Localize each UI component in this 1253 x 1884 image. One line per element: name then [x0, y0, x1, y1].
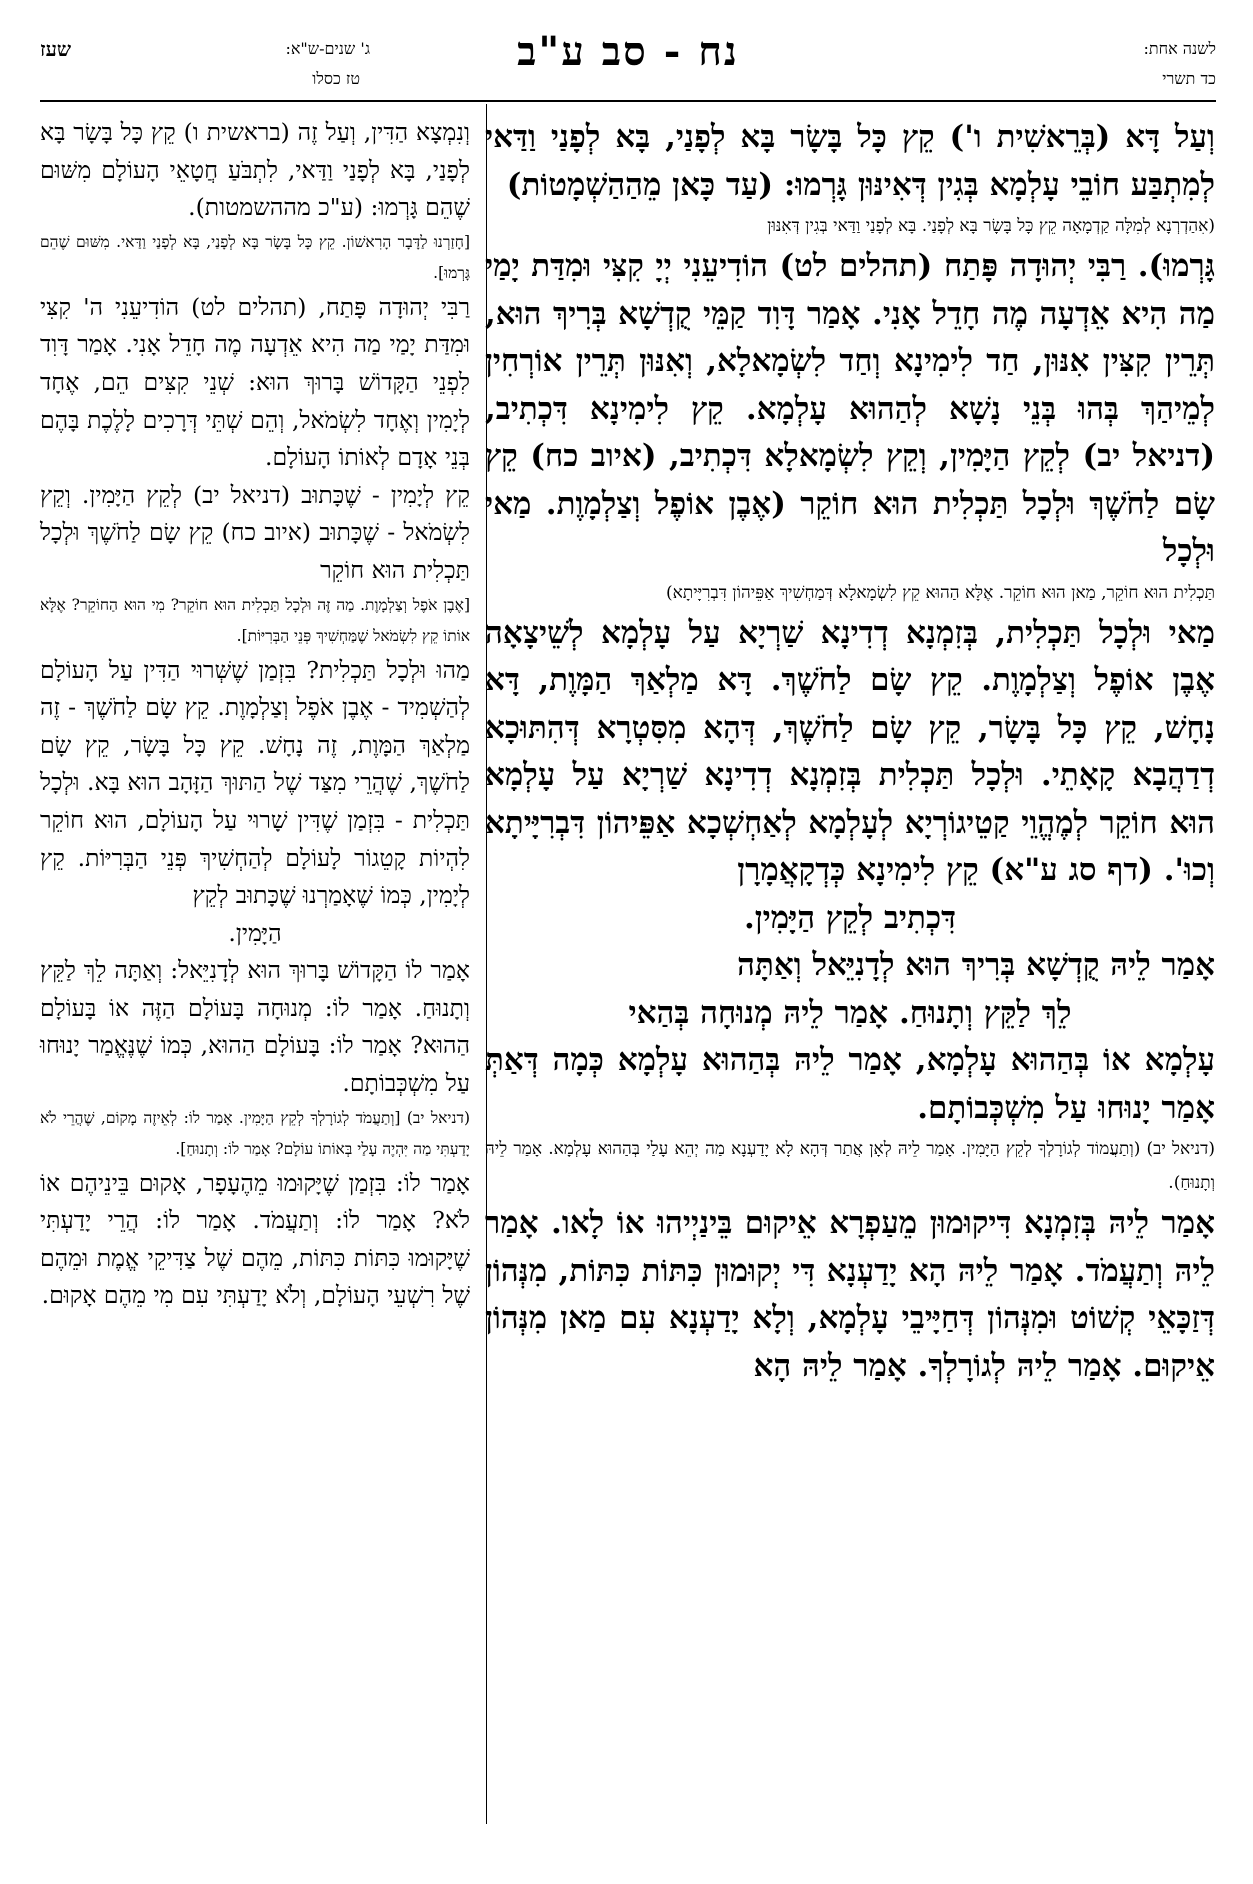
header-rule — [40, 100, 1216, 102]
commentary-paragraph: [אֶבֶן אֹפֶל וְצַלְמָוֶת. מַה זֶּה וּלְכָל תַּכְלִית הוּא חוֹקֵר? מִי הוּא הַחוֹקֵר? אֶלָּא אוֹתוֹ קֵץ לִשְׂמֹאל שֶׁמַּחְשִׁיךְ פְּנֵי הַבְּרִיּוֹת]. — [40, 595, 470, 645]
main-text-paragraph: (דניאל יב) (וְתַעֲמוֹד לְגוֹרָלְךָ לְקֵץ הַיָּמִין. אָמַר לֵיהּ לְאָן אֲתַר דְּהָא לָא יָדַעְנָא מַה יְהֵא עָלַי בְּהַהוּא עָלְמָא. אָמַר לֵיהּ וְתָנוּחַ). — [485, 1139, 1215, 1193]
commentary-paragraph: (דניאל יב) [וְתַעֲמֹד לְגוֹרָלְךָ לְקֵץ הַיָּמִין. אָמַר לוֹ: לְאֵיזֶה מָקוֹם, שֶׁהֲרֵי לֹא יָדַעְתִּי מַה יִּהְיֶה עָלַי בְּאוֹתוֹ עוֹלָם? אָמַר לוֹ: וְתָנוּחַ]. — [40, 1108, 470, 1158]
main-text-column — [485, 114, 1215, 1834]
commentary-paragraph: אָמַר לוֹ הַקָּדוֹשׁ בָּרוּךְ הוּא לְדָנִיֵּאל: וְאַתָּה לֵךְ לַקֵּץ וְתָנוּחַ. אָמַר לוֹ: מְנוּחָה בָּעוֹלָם הַזֶּה אוֹ בָּעוֹלָם הַהוּא? אָמַר לוֹ: בָּעוֹלָם הַהוּא, כְּמוֹ שֶׁנֶּאֱמַר יָנוּחוּ עַל מִשְׁכְּבוֹתָם. — [40, 956, 470, 1098]
commentary-paragraph: הַיָּמִין. — [228, 918, 282, 947]
commentary-paragraph: מַהוּ וּלְכָל תַּכְלִית? בִּזְמַן שֶׁשְּׁרוּי הַדִּין עַל הָעוֹלָם לְהַשְׁמִיד - אֶבֶן אֹפֶל וְצַלְמָוֶת. קֵץ שָׂם לַחֹשֶׁךְ - זֶה מַלְאַךְ הַמָּוֶת, זֶה נָחָשׁ. קֵץ כָּל בָּשָׂר, קֵץ שָׂם לַחֹשֶׁךְ, שֶׁהֲרֵי מִצַּד שֶׁל הַתּוּךְ הַזָּהָב הוּא בָּא. וּלְכָל תַּכְלִית - בִּזְמַן שֶׁדִּין שָׁרוּי עַל הָעוֹלָם, הוּא חוֹקֵר לִהְיוֹת קָטֵגוֹר לָעוֹלָם לְהַחְשִׁיךְ פְּנֵי הַבְּרִיּוֹת. קֵץ לְיָמִין, כְּמוֹ שֶׁאָמַרְנוּ שֶׁכָּתוּב לְקֵץ — [40, 655, 470, 910]
page-number: שעז — [40, 37, 72, 61]
column-divider — [486, 104, 487, 1824]
header-three-years-date: טז כסלו — [312, 69, 360, 88]
commentary-column — [40, 114, 470, 1834]
main-text-paragraph: דִּכְתִיב לְקֵץ הַיָּמִין. — [743, 899, 957, 936]
main-text-paragraph: אָמַר לֵיהּ קֻדְשָׁא בְּרִיךְ הוּא לְדָנִיֵּאל וְאַתָּה — [737, 947, 1215, 983]
main-text-paragraph: גָּרְמוּ). רַבִּי יְהוּדָה פָּתַח (תהלים לט) הוֹדִיעֵנִי יְיָ קִצִּי וּמִדַּת יָמַי מַה הִיא אֵדְעָה מֶה חָדֵל אָנִי. אָמַר דָּוִד קַמֵּי קֻדְשָׁא בְּרִיךְ הוּא, תְּרֵין קִצִּין אִנּוּן, חַד לִימִינָא וְחַד לִשְׂמָאלָא, וְאִנּוּן תְּרֵין אוֹרְחִין לְמֵיהַךְ בְּהוּ בְּנֵי נָשָׁא לְהַהוּא עָלְמָא. קֵץ לִימִינָא דִּכְתִיב, (דניאל יב) לְקֵץ הַיָּמִין, וְקֵץ לִשְׂמָאלָא דִּכְתִיב, (איוב כח) קֵץ שָׂם לַחֹשֶׁךְ וּלְכָל תַּכְלִית הוּא חוֹקֵר (אֶבֶן אוֹפֶל וְצַלְמָוֶת. מַאי וּלְכָל — [485, 248, 1215, 569]
main-text-paragraph: (אִהַדְרְנָא לְמִלָּה קַדְמָאָה קֵץ כָּל בָּשָׂר בָּא לְפָנַי. בָּא לְפָנַי וַדַּאי בְּגִין דְּאִנּוּן — [767, 216, 1215, 236]
header-one-year-date: כד תשרי — [1162, 69, 1216, 88]
header-three-years-label: ג' שנים-ש"א: — [285, 39, 370, 58]
main-text-paragraph: לֵךְ לַקֵּץ וְתָנוּחַ. אָמַר לֵיהּ מְנוּחָה בְּהַאי — [628, 994, 1072, 1031]
commentary-paragraph: רַבִּי יְהוּדָה פָּתַח, (תהלים לט) הוֹדִיעֵנִי ה' קִצִּי וּמִדַּת יָמַי מַה הִיא אֵדְעָה מֶה חָדֵל אָנִי. אָמַר דָּוִד לִפְנֵי הַקָּדוֹשׁ בָּרוּךְ הוּא: שְׁנֵי קִצִּים הֵם, אֶחָד לְיָמִין וְאֶחָד לִשְׂמֹאל, וְהֵם שְׁתֵּי דְּרָכִים לָלֶכֶת בָּהֶם בְּנֵי אָדָם לְאוֹתוֹ הָעוֹלָם. — [40, 292, 470, 472]
main-text-paragraph: עָלְמָא אוֹ בְּהַהוּא עָלְמָא, אָמַר לֵיהּ בְּהַהוּא עָלְמָא כְּמָה דְּאַתְּ אָמַר יָנוּחוּ עַל מִשְׁכְּבוֹתָם. — [485, 1042, 1215, 1126]
header-one-year-label: לשנה אחת: — [1143, 39, 1216, 58]
main-text-paragraph: אָמַר לֵיהּ בְּזִמְנָא דִּיקוּמוּן מֵעַפְרָא אֵיקוּם בֵּינַיְיהוּ אוֹ לָאו. אָמַר לֵיהּ וְתַעֲמֹד. אָמַר לֵיהּ הָא יָדַעְנָא דִּי יְקוּמוּן כִּתּוֹת כִּתּוֹת, מִנְּהוֹן דְּזַכָּאֵי קְשׁוֹט וּמִנְּהוֹן דְּחַיָּיבֵי עָלְמָא, וְלָא יָדַעְנָא עִם מַאן מִנְּהוֹן אֵיקוּם. אָמַר לֵיהּ לְגוֹרָלְךָ. אָמַר לֵיהּ הָא — [485, 1205, 1215, 1384]
main-text-paragraph: וְעַל דָּא (בְּרֵאשִׁית ו') קֵץ כָּל בָּשָׂר בָּא לְפָנַי, בָּא לְפָנַי וַדַּאי לְמִתְבַּע חוֹבֵי עָלְמָא בְּגִין דְּאִינּוּן גָּרְמוּ: (עַד כָּאן מֵהַהַשְׁמָטוֹת) — [485, 119, 1215, 203]
page-header — [40, 26, 1216, 126]
main-text-paragraph: מַאי וּלְכָל תַּכְלִית, בְּזִמְנָא דְדִינָא שַׁרְיָא עַל עָלְמָא לְשֵׁיצָאָה אֶבֶן אוֹפֶל וְצַלְמָוֶת. קֵץ שָׂם לַחֹשֶׁךְ. דָּא מַלְאַךְ הַמָּוֶת, דָּא נָחָשׁ, קֵץ כָּל בָּשָׂר, קֵץ שָׂם לַחֹשֶׁךְ, דְּהָא מִסִּטְרָא דְּהִתּוּכָא דְדַהֲבָא קָאָתֵי. וּלְכָל תַּכְלִית בְּזִמְנָא דְדִינָא שַׁרְיָא עַל עָלְמָא הוּא חוֹקֵר לְמֶהֱוֵי קַטֵיגוֹרְיָא לְעָלְמָא לְאַחְשְׁכָא אַפֵּיהוֹן דִּבְרִיָּיתָא וְכוּ'. (דף סג ע"א) קֵץ לִימִינָא כְּדְקָאֲמָרָן — [485, 614, 1215, 888]
commentary-paragraph: וְנִמְצָא הַדִּין, וְעַל זֶה (בראשית ו) קֵץ כָּל בָּשָׂר בָּא לְפָנַי, בָּא לְפָנַי וַדַּאי, לִתְבֹּעַ חֲטָאֵי הָעוֹלָם מִשּׁוּם שֶׁהֵם גָּרְמוּ: (ע"כ מההשמטות). — [40, 118, 470, 222]
page-title: נח - סב ע"ב — [517, 28, 739, 75]
commentary-paragraph: [חָזַרְנוּ לַדָּבָר הָרִאשׁוֹן. קֵץ כָּל בָּשָׂר בָּא לְפָנַי, בָּא לְפָנַי וַדַּאי. מִשּׁוּם שֶׁהֵם גָּרְמוּ]. — [40, 232, 470, 282]
main-text-paragraph: תַּכְלִית הוּא חוֹקֵר, מַאן הוּא חוֹקֵר. אֶלָּא הַהוּא קֵץ לִשְׂמָאלָא דְּמַחְשִׁיךְ אַפֵּיהוֹן דִּבְרִיָּיתָא) — [666, 582, 1215, 603]
header-left-info — [40, 34, 370, 94]
commentary-paragraph: אָמַר לוֹ: בִּזְמַן שֶׁיָּקוּמוּ מֵהֶעָפָר, אָקוּם בֵּינֵיהֶם אוֹ לֹא? אָמַר לוֹ: וְתַעֲמֹד. אָמַר לוֹ: הֲרֵי יָדַעְתִּי שֶׁיָּקוּמוּ כִּתּוֹת כִּתּוֹת, מֵהֶם שֶׁל צַדִּיקֵי אֱמֶת וּמֵהֶם שֶׁל רִשְׁעֵי הָעוֹלָם, וְלֹא יָדַעְתִּי עִם מִי מֵהֶם אָקוּם. — [40, 1168, 470, 1310]
commentary-paragraph: קֵץ לְיָמִין - שֶׁכָּתוּב (דניאל יב) לְקֵץ הַיָּמִין. וְקֵץ לִשְׂמֹאל - שֶׁכָּתוּב (איוב כח) קֵץ שָׂם לַחֹשֶׁךְ וּלְכָל תַּכְלִית הוּא חוֹקֵר — [40, 480, 470, 584]
